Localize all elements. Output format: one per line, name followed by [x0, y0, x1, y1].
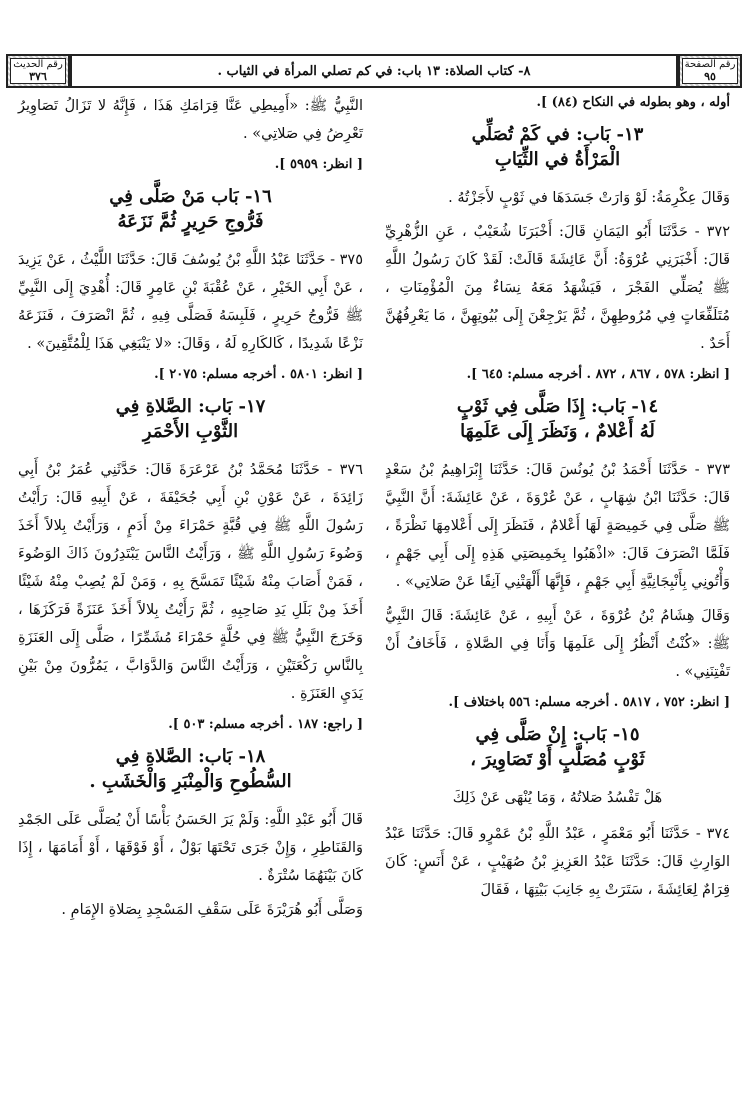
chapter-15-title: ١٥- بَاب: إِنْ صَلَّى فِي — [475, 724, 640, 745]
chapter-18-text-1: قَالَ أَبُو عَبْدِ اللَّهِ: وَلَمْ يَرَ الحَسَنُ بَأْسًا أَنْ يُصَلَّى عَلَى الجَمْدِ وَالقَنَاطِرِ ، وَإِنْ جَرَى تَحْتَهَا بَوْلٌ ، أَوْ فَوْقَهَا ، أَوْ أَمَامَهَا ، إِذَا كَانَ بَيْنَهُمَا سُتْرَةٌ . — [18, 812, 363, 884]
hadith-373: ٣٧٣ - حَدَّثَنَا أَحْمَدُ بْنُ يُونُسَ قَالَ: حَدَّثَنَا إِبْرَاهِيمُ بْنُ سَعْدٍ قَالَ: حَدَّثَنَا ابْنُ شِهَابٍ ، عَنْ عُرْوَةَ ، عَنْ عَائِشَةَ: أَنَّ النَّبِيَّ ﷺ صَلَّى فِي خَمِيصَةٍ لَهَا أَعْلامٌ ، فَنَظَرَ إِلَى أَعْلامِهَا نَظْرَةً ، فَلَمَّا انْصَرَفَ قَالَ: «اذْهَبُوا بِخَمِيصَتِي هَذِهِ إِلَى أَبِي جَهْمٍ ، وَأْتُونِي بِأَنْبِجَانِيَّةِ أَبِي جَهْمٍ ، فَإِنَّهَا أَلْهَتْنِي آنِفًا عَنْ صَلاتِي» . — [385, 462, 730, 590]
hadith-374: ٣٧٤ - حَدَّثَنَا أَبُو مَعْمَرٍ ، عَبْدُ اللَّهِ بْنُ عَمْرٍو قَالَ: حَدَّثَنَا عَبْدُ الوَارِثِ قَالَ: حَدَّثَنَا عَبْدُ العَزِيزِ بْنُ صُهَيْبٍ ، عَنْ أَنَسٍ: كَانَ قِرَامٌ لِعَائِشَةَ ، سَتَرَتْ بِهِ جَانِبَ بَيْتِهَا ، فَقَالَ — [385, 826, 730, 898]
hadith-374-ref: [ انظر: ٥٩٥٩ ]. — [274, 157, 363, 172]
chapter-18-title: ١٨- بَاب: الصَّلاةِ فِي — [115, 746, 266, 767]
chapter-14-title: ١٤- بَاب: إِذَا صَلَّى فِي ثَوْبٍ — [456, 396, 659, 417]
chapter-17-title-line2: الثَّوْبِ الأَحْمَرِ — [142, 421, 239, 442]
hadith-number: ٣٧٦ — [29, 70, 47, 83]
hadith-376: ٣٧٦ - حَدَّثَنَا مُحَمَّدُ بْنُ عَرْعَرَةَ قَالَ: حَدَّثَنِي عُمَرُ بْنُ أَبِي زَائِدَةَ ، عَنْ عَوْنِ بْنِ أَبِي جُحَيْفَةَ ، عَنْ أَبِيهِ قَالَ: رَأَيْتُ رَسُولَ اللَّهِ ﷺ فِي قُبَّةٍ حَمْرَاءَ مِنْ أَدَمٍ ، وَرَأَيْتُ بِلالاً أَخَذَ وَضُوءَ رَسُولِ اللَّهِ ﷺ ، وَرَأَيْتُ النَّاسَ يَبْتَدِرُونَ ذَاكَ الوَضُوءَ ، فَمَنْ أَصَابَ مِنْهُ شَيْئًا تَمَسَّحَ بِهِ ، وَمَنْ لَمْ يُصِبْ مِنْهُ شَيْئًا أَخَذَ مِنْ بَلَلِ يَدِ صَاحِبِهِ ، ثُمَّ رَأَيْتُ بِلالاً أَخَذَ عَنَزَةً فَرَكَزَهَا ، وَخَرَجَ النَّبِيُّ ﷺ فِي حُلَّةٍ حَمْرَاءَ مُشَمِّرًا ، صَلَّى إِلَى العَنَزَةِ بِالنَّاسِ رَكْعَتَيْنِ ، وَرَأَيْتُ النَّاسَ وَالدَّوَابَّ ، يَمُرُّونَ مِنْ بَيْنِ يَدَيِ العَنَزَةِ . — [18, 462, 363, 702]
chapter-17-heading — [18, 394, 363, 444]
hadith-372-ref: [ انظر: ٥٧٨ ، ٨٦٧ ، ٨٧٢ . أخرجه مسلم: ٦٤٥ ]. — [466, 367, 730, 382]
page-number-box — [682, 58, 738, 84]
chapter-13-heading — [385, 122, 730, 172]
chapter-16-title: ١٦- بَاب مَنْ صَلَّى فِي — [109, 186, 272, 207]
page-header — [70, 54, 678, 88]
chapter-15-heading — [385, 722, 730, 772]
top-note: أوله ، وهو بطوله في النكاح (٨٤) ]. — [536, 95, 730, 110]
chapter-14-title-line2: لَهُ أَعْلامٌ ، وَنَظَرَ إِلَى عَلَمِهَا — [460, 421, 655, 442]
left-column — [18, 92, 363, 930]
hadith-375-ref: [ انظر: ٥٨٠١ . أخرجه مسلم: ٢٠٧٥ ]. — [154, 367, 363, 382]
hadith-375: ٣٧٥ - حَدَّثَنَا عَبْدُ اللَّهِ بْنُ يُوسُفَ قَالَ: حَدَّثَنَا اللَّيْثُ ، عَنْ يَزِيدَ ، عَنْ أَبِي الخَيْرِ ، عَنْ عُقْبَةَ بْنِ عَامِرٍ قَالَ: أُهْدِيَ إِلَى النَّبِيِّ ﷺ فَرُّوجُ حَرِيرٍ ، فَلَبِسَهُ فَصَلَّى فِيهِ ، ثُمَّ انْصَرَفَ ، فَنَزَعَهُ نَزْعًا شَدِيدًا ، كَالكَارِهِ لَهُ ، وَقَالَ: «لا يَنْبَغِي هَذَا لِلْمُتَّقِينَ» . — [18, 252, 363, 352]
chapter-15-title-line2: ثَوْبٍ مُصَلَّبٍ أَوْ تَصَاوِيرَ ، — [470, 749, 645, 770]
chapter-13-title-line2: الْمَرْأَةُ في الثِّيَابِ — [494, 149, 621, 170]
chapter-18-title-line2: السُّطُوحِ وَالْمِنْبَرِ وَالْخَشَبِ . — [89, 771, 292, 792]
chapter-13-intro: وَقَالَ عِكْرِمَةُ: لَوْ وَارَتْ جَسَدَهَا في ثَوْبٍ لأَجَزْتُهُ . — [448, 190, 730, 206]
page-header-title: ٨- كتاب الصلاة: ١٣ باب: في كم تصلي المرأة في الثياب . — [217, 63, 531, 79]
right-column — [385, 92, 730, 910]
chapter-18-text-2: وَصَلَّى أَبُو هُرَيْرَةَ عَلَى سَقْفِ المَسْجِدِ بِصَلاةِ الإِمَامِ . — [61, 902, 363, 918]
chapter-18-heading — [18, 744, 363, 794]
hadith-373-b: وَقَالَ هِشَامُ بْنُ عُرْوَةَ ، عَنْ أَبِيهِ ، عَنْ عَائِشَةَ: قَالَ النَّبِيُّ ﷺ: «كُنْتُ أَنْظُرُ إِلَى عَلَمِهَا وَأَنَا فِي الصَّلاةِ ، فَأَخَافُ أَنْ تَفْتِنَنِي» . — [385, 608, 730, 680]
hadith-number-box — [10, 58, 66, 84]
hadith-374-continued: النَّبِيُّ ﷺ: «أَمِيطِي عَنَّا قِرَامَكِ هَذَا ، فَإِنَّهُ لا تَزَالُ تَصَاوِيرُ تَعْرِضُ فِي صَلاتِي» . — [18, 98, 363, 142]
chapter-13-title: ١٣- بَاب: في كَمْ تُصَلِّي — [471, 124, 644, 145]
page-number: ٩٥ — [704, 70, 716, 83]
hadith-373-ref: [ انظر: ٧٥٢ ، ٥٨١٧ . أخرجه مسلم: ٥٥٦ باختلاف ]. — [448, 695, 730, 710]
chapter-17-title: ١٧- بَاب: الصَّلاةِ فِي — [115, 396, 266, 417]
hadith-number-label: رقم الحديث — [13, 59, 63, 70]
chapter-16-title-line2: فَرُّوجِ حَرِيرٍ ثُمَّ نَزَعَهُ — [117, 211, 264, 232]
chapter-14-heading — [385, 394, 730, 444]
page-number-label: رقم الصفحة — [684, 59, 736, 70]
chapter-16-heading — [18, 184, 363, 234]
hadith-372: ٣٧٢ - حَدَّثَنَا أَبُو اليَمَانِ قَالَ: أَخْبَرَنَا شُعَيْبٌ ، عَنِ الزُّهْرِيِّ قَالَ: أَخْبَرَنِي عُرْوَةُ: أَنَّ عَائِشَةَ قَالَتْ: لَقَدْ كَانَ رَسُولُ اللَّهِ ﷺ يُصَلِّي الفَجْرَ ، فَيَشْهَدُ مَعَهُ نِسَاءٌ مِنَ الْمُؤْمِنَاتِ ، مُتَلَفِّعَاتٍ فِي مُرُوطِهِنَّ ، ثُمَّ يَرْجِعْنَ إِلَى بُيُوتِهِنَّ ، مَا يَعْرِفُهُنَّ أَحَدٌ . — [385, 224, 730, 352]
hadith-376-ref: [ راجع: ١٨٧ . أخرجه مسلم: ٥٠٣ ]. — [168, 717, 363, 732]
chapter-15-subtitle: هَلْ تَفْسُدُ صَلاتُهُ ، وَمَا يُنْهَى عَنْ ذَلِكَ — [452, 790, 663, 806]
